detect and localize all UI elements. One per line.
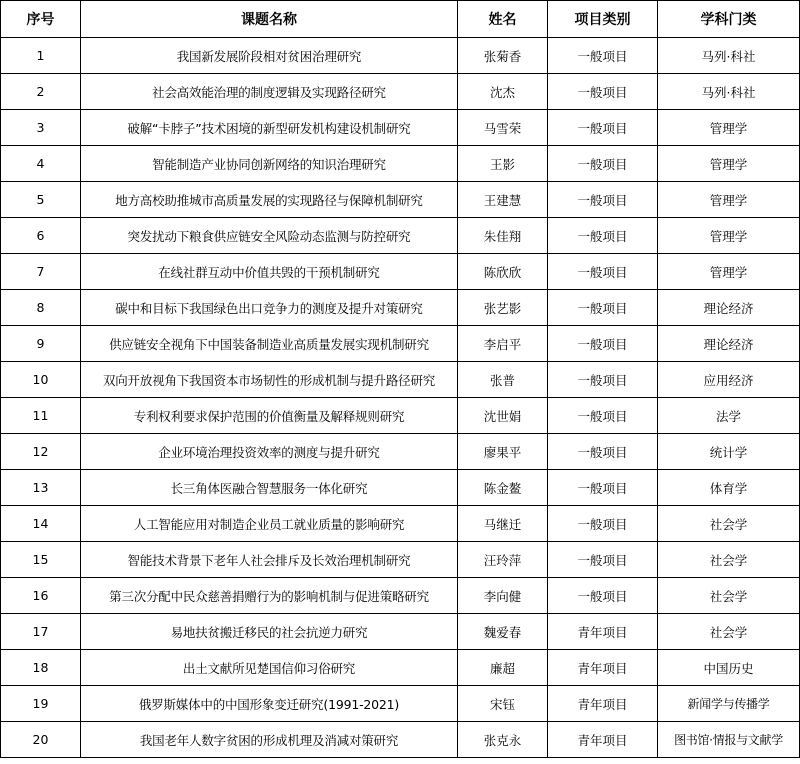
cell-category: 一般项目 xyxy=(548,290,658,326)
cell-category: 一般项目 xyxy=(548,38,658,74)
cell-index: 14 xyxy=(1,506,81,542)
cell-subject: 管理学 xyxy=(658,110,800,146)
cell-title: 易地扶贫搬迁移民的社会抗逆力研究 xyxy=(81,614,458,650)
cell-title: 在线社群互动中价值共毁的干预机制研究 xyxy=(81,254,458,290)
table-row xyxy=(1,650,800,686)
cell-index: 5 xyxy=(1,182,81,218)
cell-index: 3 xyxy=(1,110,81,146)
cell-subject: 图书馆·情报与文献学 xyxy=(658,722,800,758)
cell-title: 长三角体医融合智慧服务一体化研究 xyxy=(81,470,458,506)
cell-subject: 社会学 xyxy=(658,614,800,650)
cell-index: 18 xyxy=(1,650,81,686)
cell-index: 2 xyxy=(1,74,81,110)
cell-subject: 中国历史 xyxy=(658,650,800,686)
cell-category: 青年项目 xyxy=(548,722,658,758)
cell-index: 10 xyxy=(1,362,81,398)
cell-category: 一般项目 xyxy=(548,326,658,362)
cell-subject: 马列·科社 xyxy=(658,38,800,74)
cell-subject: 新闻学与传播学 xyxy=(658,686,800,722)
table-row xyxy=(1,614,800,650)
table-row xyxy=(1,470,800,506)
cell-title: 俄罗斯媒体中的中国形象变迁研究(1991-2021) xyxy=(81,686,458,722)
table-row xyxy=(1,182,800,218)
cell-index: 11 xyxy=(1,398,81,434)
cell-subject: 法学 xyxy=(658,398,800,434)
cell-subject: 社会学 xyxy=(658,578,800,614)
cell-title: 破解“卡脖子”技术困境的新型研发机构建设机制研究 xyxy=(81,110,458,146)
cell-category: 一般项目 xyxy=(548,578,658,614)
cell-index: 16 xyxy=(1,578,81,614)
table-row xyxy=(1,146,800,182)
table-row xyxy=(1,686,800,722)
cell-index: 6 xyxy=(1,218,81,254)
cell-category: 一般项目 xyxy=(548,74,658,110)
cell-title: 专利权利要求保护范围的价值衡量及解释规则研究 xyxy=(81,398,458,434)
cell-title: 人工智能应用对制造企业员工就业质量的影响研究 xyxy=(81,506,458,542)
cell-category: 一般项目 xyxy=(548,542,658,578)
table-row xyxy=(1,722,800,758)
cell-name: 张菊香 xyxy=(458,38,548,74)
cell-index: 1 xyxy=(1,38,81,74)
cell-subject: 管理学 xyxy=(658,182,800,218)
table-row xyxy=(1,74,800,110)
cell-name: 魏爱春 xyxy=(458,614,548,650)
cell-title: 碳中和目标下我国绿色出口竞争力的测度及提升对策研究 xyxy=(81,290,458,326)
cell-name: 张艺影 xyxy=(458,290,548,326)
cell-category: 一般项目 xyxy=(548,506,658,542)
table-row xyxy=(1,434,800,470)
table-row xyxy=(1,38,800,74)
cell-title: 供应链安全视角下中国装备制造业高质量发展实现机制研究 xyxy=(81,326,458,362)
cell-title: 双向开放视角下我国资本市场韧性的形成机制与提升路径研究 xyxy=(81,362,458,398)
cell-subject: 应用经济 xyxy=(658,362,800,398)
table-header xyxy=(1,1,800,38)
header-name: 姓名 xyxy=(458,1,548,38)
cell-name: 陈金鳌 xyxy=(458,470,548,506)
cell-category: 青年项目 xyxy=(548,614,658,650)
cell-name: 沈世娟 xyxy=(458,398,548,434)
cell-subject: 社会学 xyxy=(658,506,800,542)
cell-name: 廉超 xyxy=(458,650,548,686)
cell-index: 19 xyxy=(1,686,81,722)
cell-title: 突发扰动下粮食供应链安全风险动态监测与防控研究 xyxy=(81,218,458,254)
cell-index: 4 xyxy=(1,146,81,182)
cell-title: 社会高效能治理的制度逻辑及实现路径研究 xyxy=(81,74,458,110)
cell-index: 20 xyxy=(1,722,81,758)
table-body xyxy=(1,38,800,758)
cell-name: 沈杰 xyxy=(458,74,548,110)
table-row xyxy=(1,218,800,254)
header-row xyxy=(1,1,800,38)
cell-index: 17 xyxy=(1,614,81,650)
cell-category: 一般项目 xyxy=(548,110,658,146)
cell-title: 出土文献所见楚国信仰习俗研究 xyxy=(81,650,458,686)
cell-index: 15 xyxy=(1,542,81,578)
table-row xyxy=(1,362,800,398)
cell-category: 一般项目 xyxy=(548,254,658,290)
cell-subject: 马列·科社 xyxy=(658,74,800,110)
table-row xyxy=(1,506,800,542)
header-subject: 学科门类 xyxy=(658,1,800,38)
cell-title: 第三次分配中民众慈善捐赠行为的影响机制与促进策略研究 xyxy=(81,578,458,614)
header-title: 课题名称 xyxy=(81,1,458,38)
cell-subject: 管理学 xyxy=(658,146,800,182)
table-row xyxy=(1,326,800,362)
cell-title: 我国老年人数字贫困的形成机理及消减对策研究 xyxy=(81,722,458,758)
table-row xyxy=(1,542,800,578)
cell-category: 青年项目 xyxy=(548,650,658,686)
cell-name: 李启平 xyxy=(458,326,548,362)
cell-category: 一般项目 xyxy=(548,146,658,182)
cell-name: 马雪荣 xyxy=(458,110,548,146)
header-index: 序号 xyxy=(1,1,81,38)
cell-category: 一般项目 xyxy=(548,434,658,470)
cell-category: 一般项目 xyxy=(548,470,658,506)
cell-name: 宋钰 xyxy=(458,686,548,722)
cell-subject: 管理学 xyxy=(658,254,800,290)
cell-name: 王影 xyxy=(458,146,548,182)
cell-subject: 体育学 xyxy=(658,470,800,506)
cell-name: 汪玲萍 xyxy=(458,542,548,578)
cell-title: 智能制造产业协同创新网络的知识治理研究 xyxy=(81,146,458,182)
cell-name: 王建慧 xyxy=(458,182,548,218)
cell-index: 8 xyxy=(1,290,81,326)
cell-index: 7 xyxy=(1,254,81,290)
cell-index: 12 xyxy=(1,434,81,470)
cell-index: 9 xyxy=(1,326,81,362)
cell-name: 马继迁 xyxy=(458,506,548,542)
cell-category: 一般项目 xyxy=(548,182,658,218)
cell-category: 一般项目 xyxy=(548,218,658,254)
cell-title: 我国新发展阶段相对贫困治理研究 xyxy=(81,38,458,74)
cell-subject: 管理学 xyxy=(658,218,800,254)
cell-title: 企业环境治理投资效率的测度与提升研究 xyxy=(81,434,458,470)
table-row xyxy=(1,398,800,434)
cell-name: 陈欣欣 xyxy=(458,254,548,290)
cell-name: 朱佳翔 xyxy=(458,218,548,254)
table-row xyxy=(1,110,800,146)
cell-name: 李向健 xyxy=(458,578,548,614)
table-row xyxy=(1,578,800,614)
cell-category: 一般项目 xyxy=(548,362,658,398)
cell-title: 智能技术背景下老年人社会排斥及长效治理机制研究 xyxy=(81,542,458,578)
cell-name: 廖果平 xyxy=(458,434,548,470)
table-row xyxy=(1,290,800,326)
cell-name: 张克永 xyxy=(458,722,548,758)
cell-category: 一般项目 xyxy=(548,398,658,434)
cell-subject: 理论经济 xyxy=(658,290,800,326)
cell-subject: 理论经济 xyxy=(658,326,800,362)
cell-subject: 统计学 xyxy=(658,434,800,470)
cell-name: 张普 xyxy=(458,362,548,398)
cell-subject: 社会学 xyxy=(658,542,800,578)
header-category: 项目类别 xyxy=(548,1,658,38)
cell-title: 地方高校助推城市高质量发展的实现路径与保障机制研究 xyxy=(81,182,458,218)
table-row xyxy=(1,254,800,290)
cell-category: 青年项目 xyxy=(548,686,658,722)
cell-index: 13 xyxy=(1,470,81,506)
